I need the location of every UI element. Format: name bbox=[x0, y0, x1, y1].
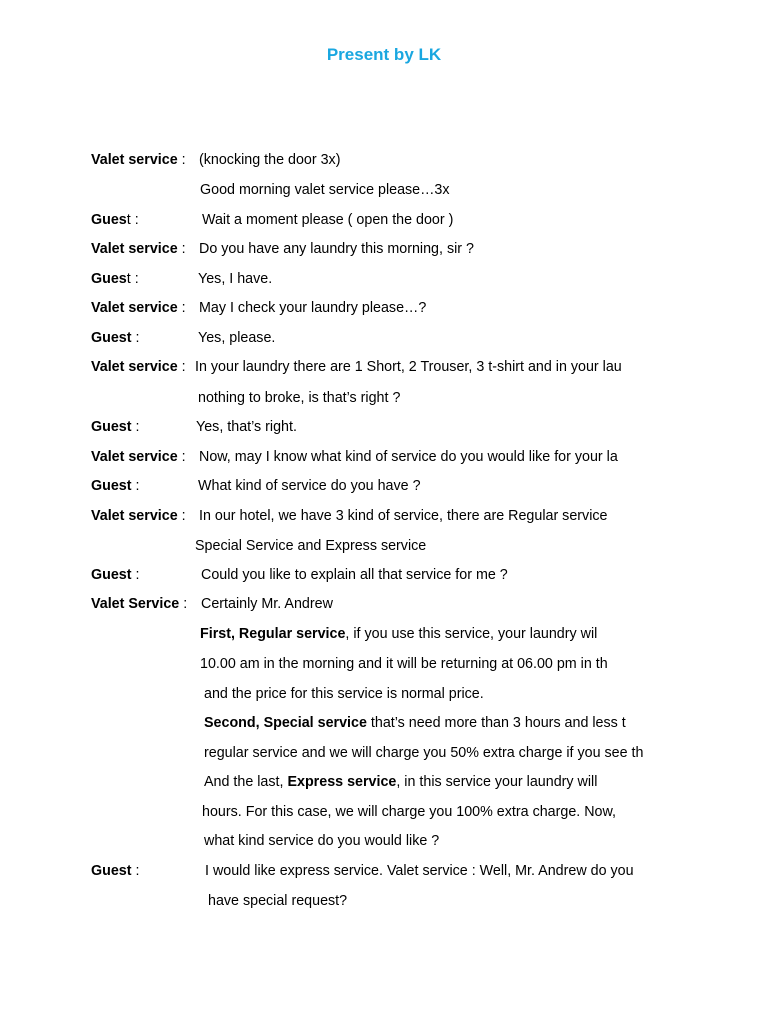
speaker-name: Valet service bbox=[91, 359, 178, 375]
speaker-name: Valet service bbox=[91, 152, 178, 168]
dialogue-line bbox=[0, 149, 768, 171]
speaker-name: Valet service bbox=[91, 241, 178, 257]
speaker-colon: : bbox=[177, 152, 186, 168]
line-text bbox=[198, 475, 421, 497]
speaker-label bbox=[91, 416, 139, 438]
text-segment: Do you have any laundry this morning, sir ? bbox=[199, 241, 474, 257]
line-text bbox=[202, 801, 616, 823]
text-segment: Could you like to explain all that service for me ? bbox=[201, 567, 508, 583]
text-segment: hours. For this case, we will charge you 100% extra charge. Now, bbox=[202, 804, 617, 820]
speaker-colon: : bbox=[177, 449, 186, 465]
speaker-name: Guest bbox=[91, 330, 132, 346]
text-segment: Wait a moment please ( open the door ) bbox=[202, 212, 454, 228]
line-text bbox=[195, 356, 622, 378]
line-text bbox=[201, 564, 508, 586]
line-text bbox=[199, 505, 607, 527]
speaker-colon: : bbox=[177, 300, 186, 316]
dialogue-line bbox=[0, 742, 768, 764]
text-segment: Yes, please. bbox=[198, 330, 276, 346]
text-segment: , in this service your laundry will bbox=[396, 774, 598, 790]
line-text bbox=[196, 416, 297, 438]
text-segment: and the price for this service is normal price. bbox=[204, 686, 484, 702]
dialogue-line bbox=[0, 505, 768, 527]
line-text bbox=[195, 535, 426, 557]
dialogue-line bbox=[0, 268, 768, 290]
text-segment: May I check your laundry please…? bbox=[199, 300, 427, 316]
line-text bbox=[208, 890, 347, 912]
speaker-label bbox=[91, 209, 139, 231]
speaker-colon: : bbox=[131, 567, 140, 583]
text-segment: what kind service do you would like ? bbox=[204, 833, 440, 849]
line-text bbox=[199, 238, 474, 260]
speaker-label bbox=[91, 475, 139, 497]
text-segment: In our hotel, we have 3 kind of service, there are Regular service bbox=[199, 508, 608, 524]
speaker-name: Gues bbox=[91, 271, 127, 287]
line-text bbox=[204, 742, 643, 764]
dialogue-line bbox=[0, 238, 768, 260]
text-segment: have special request? bbox=[208, 893, 348, 909]
line-text bbox=[198, 327, 275, 349]
speaker-colon: : bbox=[131, 330, 140, 346]
dialogue-line bbox=[0, 209, 768, 231]
emphasis-text: First, Regular service bbox=[200, 626, 346, 642]
speaker-label bbox=[91, 356, 186, 378]
dialogue-line bbox=[0, 801, 768, 823]
speaker-colon: : bbox=[177, 359, 186, 375]
text-segment: (knocking the door 3x) bbox=[199, 152, 341, 168]
dialogue-line bbox=[0, 475, 768, 497]
speaker-label bbox=[91, 860, 139, 882]
speaker-colon: t : bbox=[126, 271, 139, 287]
speaker-name: Valet service bbox=[91, 300, 178, 316]
dialogue-line bbox=[0, 623, 768, 645]
speaker-label bbox=[91, 593, 187, 615]
speaker-name: Guest bbox=[91, 419, 132, 435]
speaker-label bbox=[91, 149, 186, 171]
speaker-label bbox=[91, 505, 186, 527]
line-text bbox=[199, 446, 618, 468]
line-text bbox=[202, 209, 453, 231]
line-text bbox=[205, 860, 634, 882]
dialogue-line bbox=[0, 593, 768, 615]
speaker-name: Valet service bbox=[91, 508, 178, 524]
text-segment: regular service and we will charge you 50% extra charge if you see th bbox=[204, 745, 644, 761]
text-segment: I would like express service. Valet service : Well, Mr. Andrew do you bbox=[205, 863, 634, 879]
speaker-colon: : bbox=[131, 419, 140, 435]
speaker-name: Gues bbox=[91, 212, 127, 228]
speaker-label bbox=[91, 446, 186, 468]
dialogue-line bbox=[0, 327, 768, 349]
speaker-label bbox=[91, 268, 139, 290]
line-text bbox=[200, 623, 597, 645]
speaker-name: Valet service bbox=[91, 449, 178, 465]
text-segment: nothing to broke, is that’s right ? bbox=[198, 390, 401, 406]
text-segment: Certainly Mr. Andrew bbox=[201, 596, 333, 612]
speaker-name: Guest bbox=[91, 567, 132, 583]
line-text bbox=[200, 179, 450, 201]
speaker-label bbox=[91, 564, 139, 586]
dialogue-line bbox=[0, 535, 768, 557]
dialogue-line bbox=[0, 564, 768, 586]
emphasis-text: Express service bbox=[287, 774, 397, 790]
text-segment: Now, may I know what kind of service do you would like for your la bbox=[199, 449, 618, 465]
dialogue-line bbox=[0, 179, 768, 201]
text-segment: What kind of service do you have ? bbox=[198, 478, 421, 494]
speaker-colon: : bbox=[177, 508, 186, 524]
text-segment: Special Service and Express service bbox=[195, 538, 427, 554]
dialogue-line bbox=[0, 890, 768, 912]
text-segment: In your laundry there are 1 Short, 2 Trouser, 3 t-shirt and in your lau bbox=[195, 359, 622, 375]
text-segment: that’s need more than 3 hours and less t bbox=[366, 715, 626, 731]
line-text bbox=[199, 297, 426, 319]
dialogue-line bbox=[0, 712, 768, 734]
speaker-name: Valet Service bbox=[91, 596, 180, 612]
speaker-name: Guest bbox=[91, 863, 132, 879]
dialogue-line bbox=[0, 446, 768, 468]
dialogue-line bbox=[0, 683, 768, 705]
dialogue-line bbox=[0, 356, 768, 378]
dialogue-line bbox=[0, 387, 768, 409]
line-text bbox=[198, 268, 272, 290]
speaker-label bbox=[91, 238, 186, 260]
text-segment: Good morning valet service please…3x bbox=[200, 182, 450, 198]
speaker-colon: : bbox=[131, 478, 140, 494]
speaker-colon: : bbox=[177, 241, 186, 257]
speaker-colon: : bbox=[131, 863, 140, 879]
line-text bbox=[204, 683, 484, 705]
document-title: Present by LK bbox=[326, 45, 442, 64]
text-segment: 10.00 am in the morning and it will be returning at 06.00 pm in th bbox=[200, 656, 608, 672]
speaker-colon: t : bbox=[126, 212, 139, 228]
text-segment: Yes, that’s right. bbox=[196, 419, 297, 435]
line-text bbox=[200, 653, 608, 675]
text-segment: , if you use this service, your laundry wil bbox=[345, 626, 598, 642]
dialogue-line bbox=[0, 416, 768, 438]
speaker-colon: : bbox=[179, 596, 188, 612]
dialogue-line bbox=[0, 771, 768, 793]
line-text bbox=[201, 593, 333, 615]
text-segment: And the last, bbox=[204, 774, 288, 790]
speaker-label bbox=[91, 327, 139, 349]
dialogue-line bbox=[0, 860, 768, 882]
dialogue-line bbox=[0, 297, 768, 319]
speaker-name: Guest bbox=[91, 478, 132, 494]
text-segment: Yes, I have. bbox=[198, 271, 273, 287]
line-text bbox=[204, 712, 626, 734]
speaker-label bbox=[91, 297, 186, 319]
emphasis-text: Second, Special service bbox=[204, 715, 367, 731]
line-text bbox=[204, 830, 439, 852]
line-text bbox=[198, 387, 400, 409]
dialogue-line bbox=[0, 830, 768, 852]
line-text bbox=[199, 149, 340, 171]
dialogue-line bbox=[0, 653, 768, 675]
line-text bbox=[204, 771, 597, 793]
